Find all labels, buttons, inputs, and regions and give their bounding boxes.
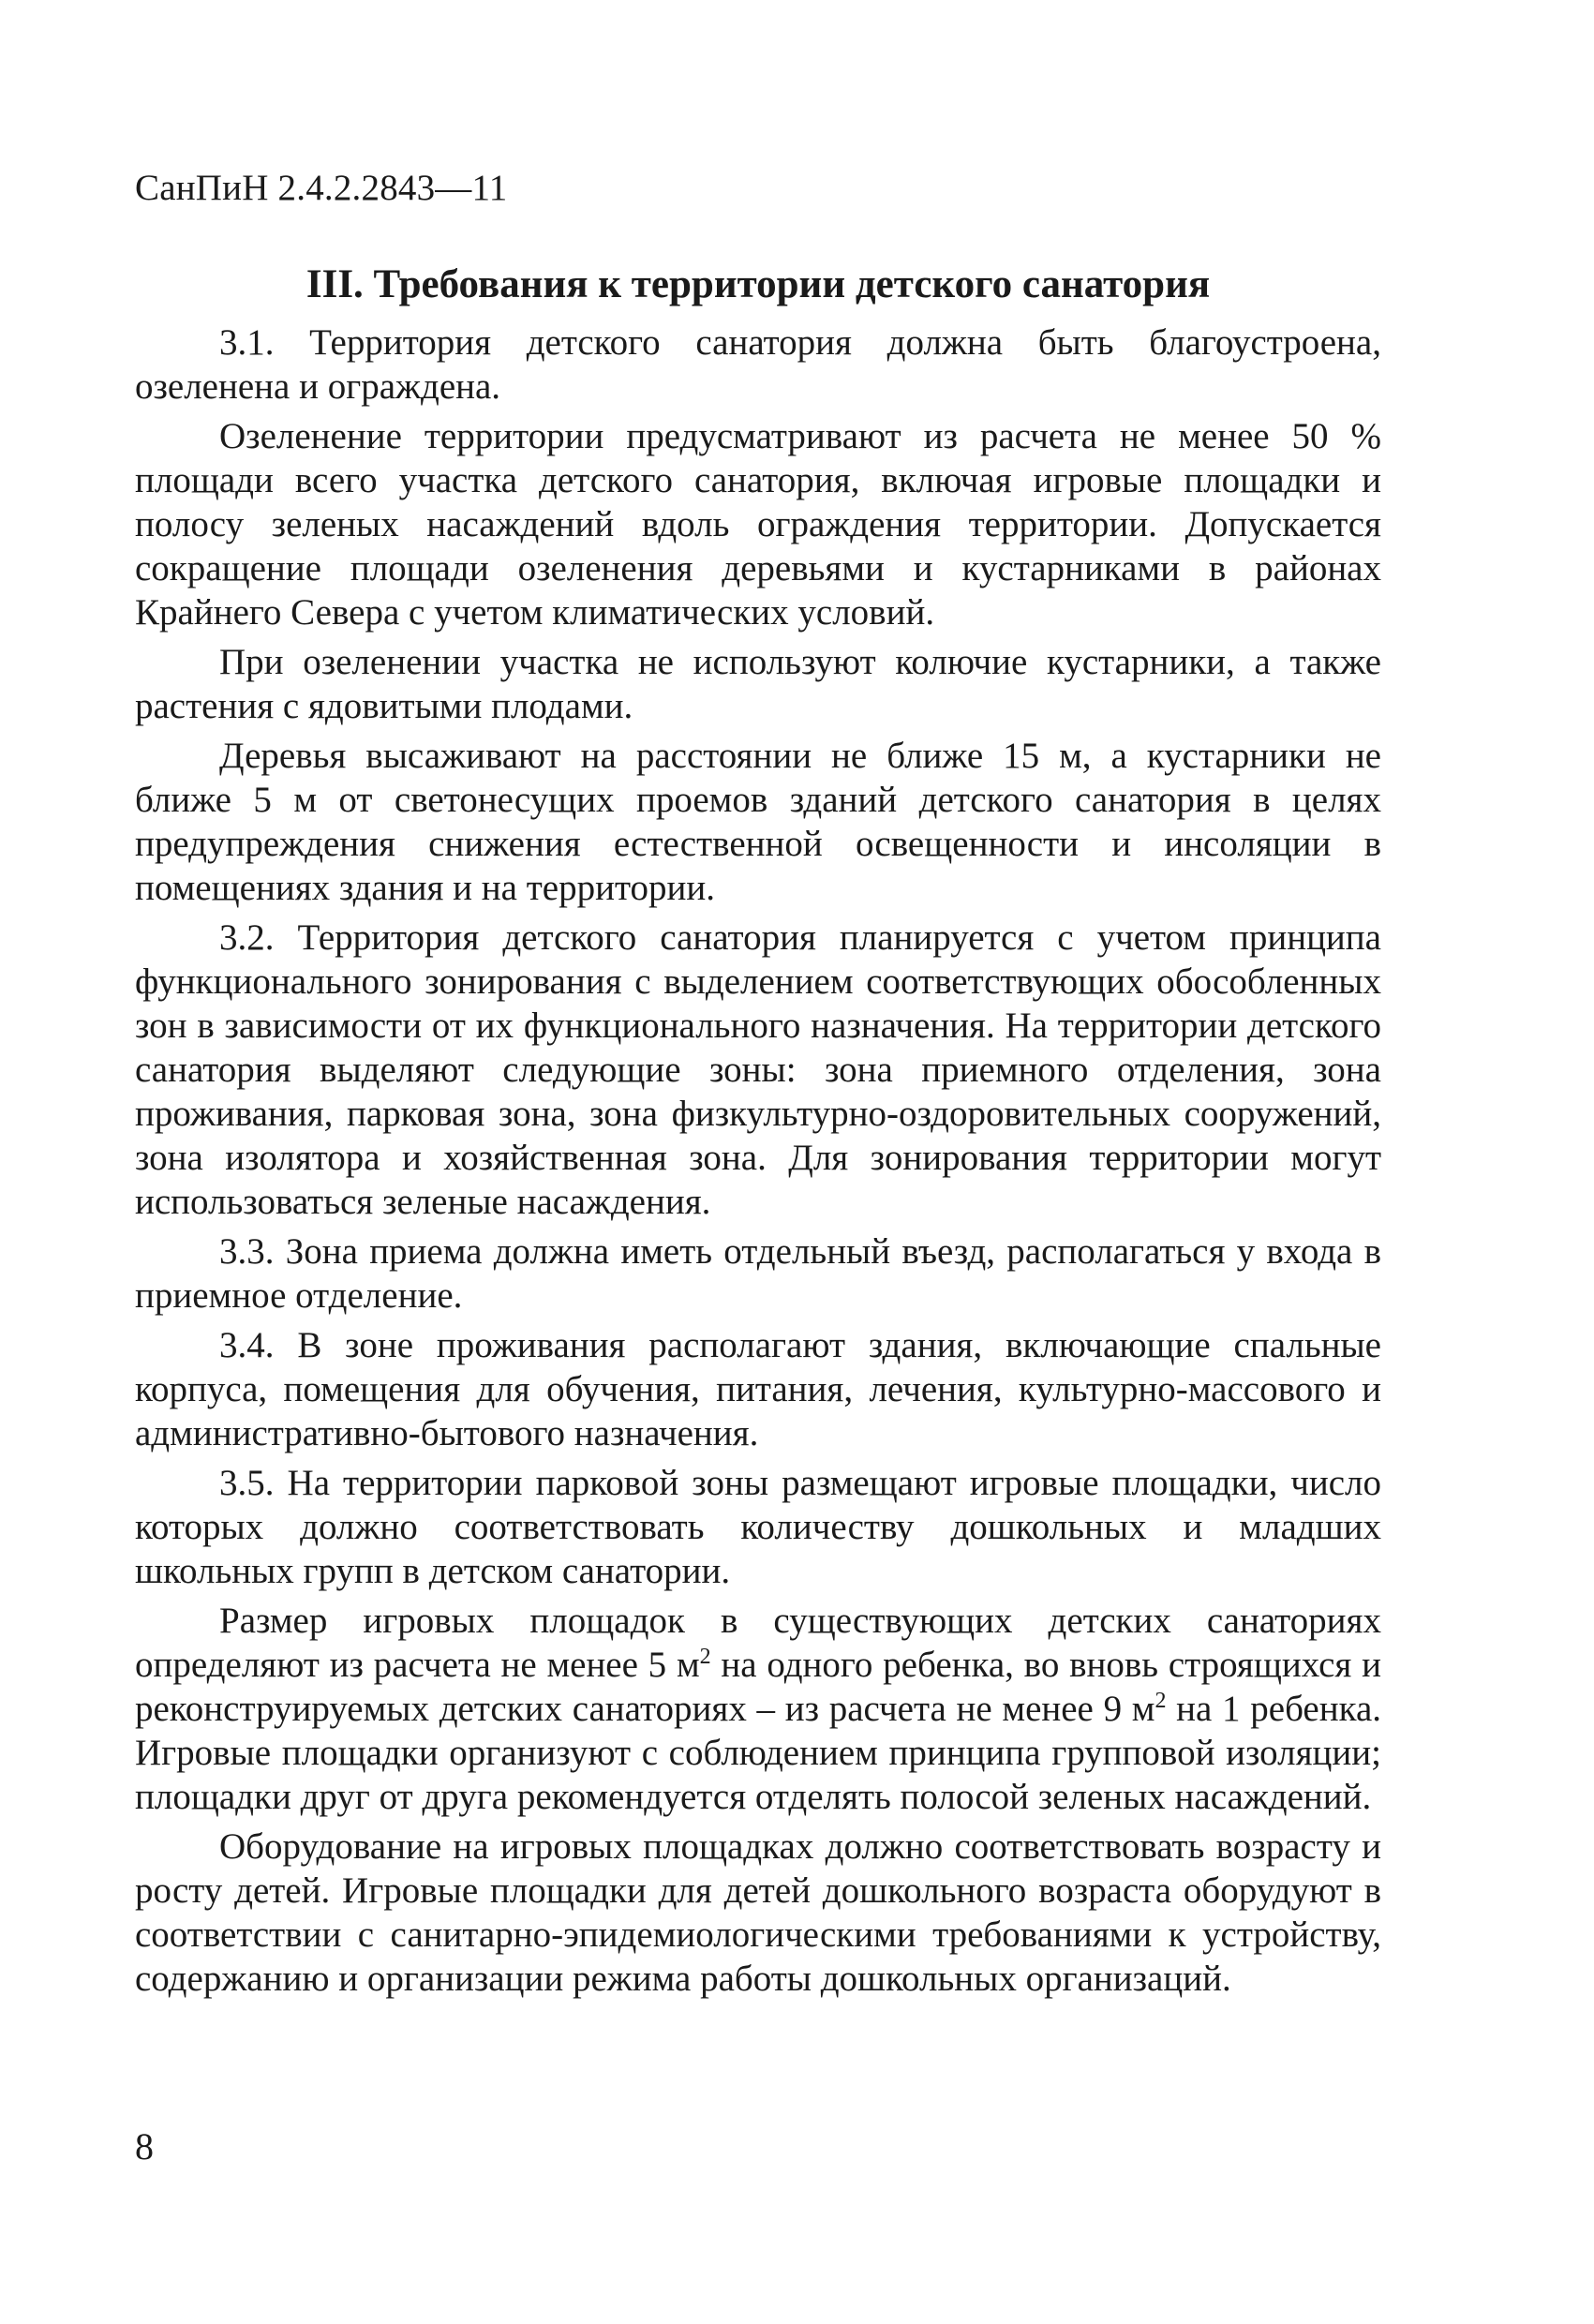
paragraph-playground-size bbox=[135, 1599, 1381, 1819]
paragraph-greening: Озеленение территории предусматривают из расчета не менее 50 % площади всего участка детского санатория, включая игровые площадки и полосу зеленых насаждений вдоль ограждения территории. Допускается сокращение площади озеленения деревьями и кустарниками в районах Крайнего Севера с учетом климатических условий. bbox=[135, 416, 1381, 633]
playground-size-text-b: на одного ребенка, во вновь строящихся и реконструируемых детских санаториях – из расчета не менее 9 м bbox=[135, 1645, 1381, 1729]
paragraph-3-5: 3.5. На территории парковой зоны размещают игровые площадки, число которых должно соответствовать количеству дошкольных и младших школьных групп в детском санатории. bbox=[135, 1463, 1381, 1591]
paragraph-3-2: 3.2. Территория детского санатория планируется с учетом принципа функционального зонирования с выделением соответствующих обособленных зон в зависимости от их функционального назначения. На территории детского санатория выделяют следующие зоны: зона приемного отделения, зона проживания, парковая зона, зона физкультурно-оздоровительных сооружений, зона изолятора и хозяйственная зона. Для зонирования территории могут использоваться зеленые насаждения. bbox=[135, 917, 1381, 1222]
superscript-2: 2 bbox=[1155, 1689, 1167, 1713]
playground-size-text-c: на 1 ребенка. Игровые площадки организуют с соблюдением принципа групповой изоляции; площадки друг от друга рекомендуется отделять полосой зеленых насаждений. bbox=[135, 1689, 1382, 1817]
paragraph-equipment: Оборудование на игровых площадках должно соответствовать возрасту и росту детей. Игровые площадки для детей дошкольного возраста оборудуют в соответствии с санитарно-эпидемиологическими требованиями к устройству, содержанию и организации режима работы дошкольных организаций. bbox=[135, 1826, 1381, 1999]
playground-size-text-a: Размер игровых площадок в существующих детских санаториях определяют из расчета не менее 5 м bbox=[135, 1601, 1381, 1685]
paragraph-plants: При озеленении участка не используют колючие кустарники, а также растения с ядовитыми плодами. bbox=[135, 642, 1381, 726]
document-code: СанПиН 2.4.2.2843—11 bbox=[135, 168, 508, 208]
document-body bbox=[135, 320, 1381, 2006]
superscript-2: 2 bbox=[699, 1645, 711, 1669]
paragraph-3-3: 3.3. Зона приема должна иметь отдельный въезд, располагаться у входа в приемное отделение. bbox=[135, 1231, 1381, 1316]
section-title: III. Требования к территории детского санатория bbox=[305, 262, 1211, 306]
page-number: 8 bbox=[135, 2125, 154, 2168]
paragraph-3-1: 3.1. Территория детского санатория должна быть благоустроена, озеленена и ограждена. bbox=[135, 322, 1381, 407]
paragraph-trees: Деревья высаживают на расстоянии не ближе 15 м, а кустарники не ближе 5 м от светонесущих проемов зданий детского санатория в целях предупреждения снижения естественной освещенности и инсоляции в помещениях здания и на территории. bbox=[135, 736, 1381, 908]
paragraph-3-4: 3.4. В зоне проживания располагают здания, включающие спальные корпуса, помещения для обучения, питания, лечения, культурно-массового и административно-бытового назначения. bbox=[135, 1325, 1381, 1453]
